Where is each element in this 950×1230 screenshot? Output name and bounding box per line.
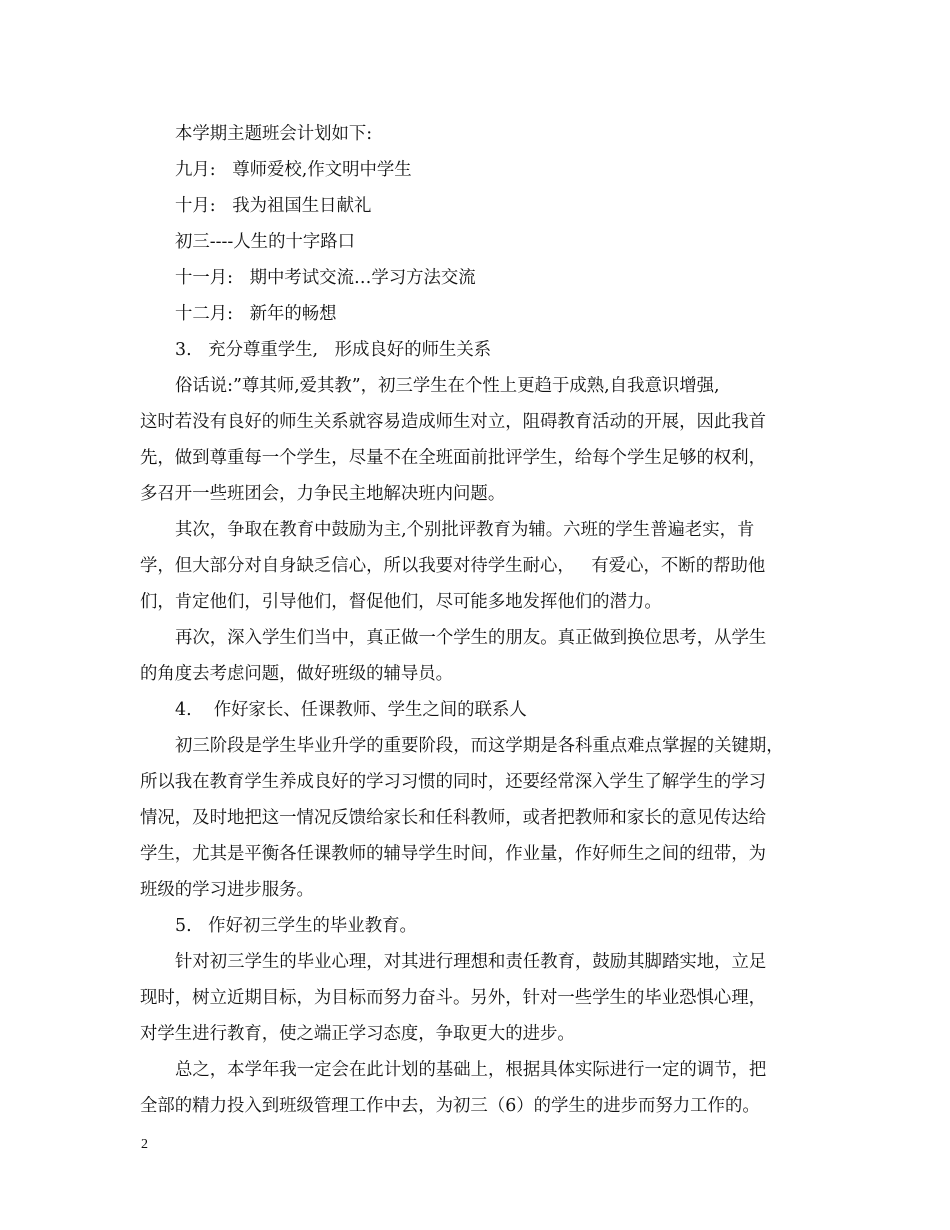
paragraph-line: 本学期主题班会计划如下:: [175, 124, 373, 144]
paragraph-line: 初三阶段是学生毕业升学的重要阶段，而这学期是各科重点难点掌握的关键期，: [175, 736, 784, 756]
paragraph-line: 班级的学习进步服务。: [140, 880, 314, 900]
paragraph-line: 总之，本学年我一定会在此计划的基础上，根据具体实际进行一定的调节，把: [175, 1060, 767, 1080]
paragraph-line: 这时若没有良好的师生关系就容易造成师生对立，阻碍教育活动的开展，因此我首: [140, 412, 767, 432]
paragraph-line: 情况，及时地把这一情况反馈给家长和任科教师，或者把教师和家长的意见传达给: [140, 808, 767, 828]
paragraph-line: 俗话说:”尊其师,爱其教”，初三学生在个性上更趋于成熟,自我意识增强,: [175, 376, 720, 396]
paragraph-line: 所以我在教育学生养成良好的学习习惯的同时，还要经常深入学生了解学生的学习: [140, 772, 767, 792]
paragraph-line: 再次，深入学生们当中，真正做一个学生的朋友。真正做到换位思考，从学生: [175, 628, 767, 648]
paragraph-line: 多召开一些班团会，力争民主地解决班内问题。: [140, 484, 506, 504]
page-number: 2: [141, 1137, 148, 1152]
paragraph-line: 对学生进行教育，使之端正学习态度，争取更大的进步。: [140, 1024, 575, 1044]
paragraph-line: 们，肯定他们，引导他们，督促他们，尽可能多地发挥他们的潜力。: [140, 592, 662, 612]
paragraph-line: 九月: 尊师爱校,作文明中学生: [175, 160, 412, 180]
paragraph-line: 的角度去考虑问题，做好班级的辅导员。: [140, 664, 454, 684]
paragraph-line: 其次，争取在教育中鼓励为主,个别批评教育为辅。六班的学生普遍老实，肯: [175, 520, 755, 540]
section-heading: 4. 作好家长、任课教师、学生之间的联系人: [175, 700, 527, 720]
paragraph-line: 先，做到尊重每一个学生，尽量不在全班面前批评学生，给每个学生足够的权利，: [140, 448, 767, 468]
paragraph-line: 全部的精力投入到班级管理工作中去，为初三（6）的学生的进步而努力工作的。: [140, 1096, 760, 1116]
document-body: [140, 116, 815, 1124]
paragraph-line: 学生，尤其是平衡各任课教师的辅导学生时间，作业量，作好师生之间的纽带，为: [140, 844, 767, 864]
paragraph-line: 针对初三学生的毕业心理，对其进行理想和责任教育，鼓励其脚踏实地，立足: [175, 952, 767, 972]
paragraph-line: 十月: 我为祖国生日献礼: [175, 196, 372, 216]
paragraph-line: 初三----人生的十字路口: [175, 232, 356, 252]
paragraph-line: 现时，树立近期目标，为目标而努力奋斗。另外，针对一些学生的毕业恐惧心理，: [140, 988, 767, 1008]
section-heading: 5. 作好初三学生的毕业教育。: [175, 916, 417, 936]
paragraph-line: 十二月: 新年的畅想: [175, 304, 337, 324]
section-heading: 3. 充分尊重学生, 形成良好的师生关系: [175, 340, 492, 360]
paragraph-line: 十一月: 期中考试交流…学习方法交流: [175, 268, 476, 288]
paragraph-line: 学，但大部分对自身缺乏信心，所以我要对待学生耐心， 有爱心，不断的帮助他: [140, 556, 766, 576]
